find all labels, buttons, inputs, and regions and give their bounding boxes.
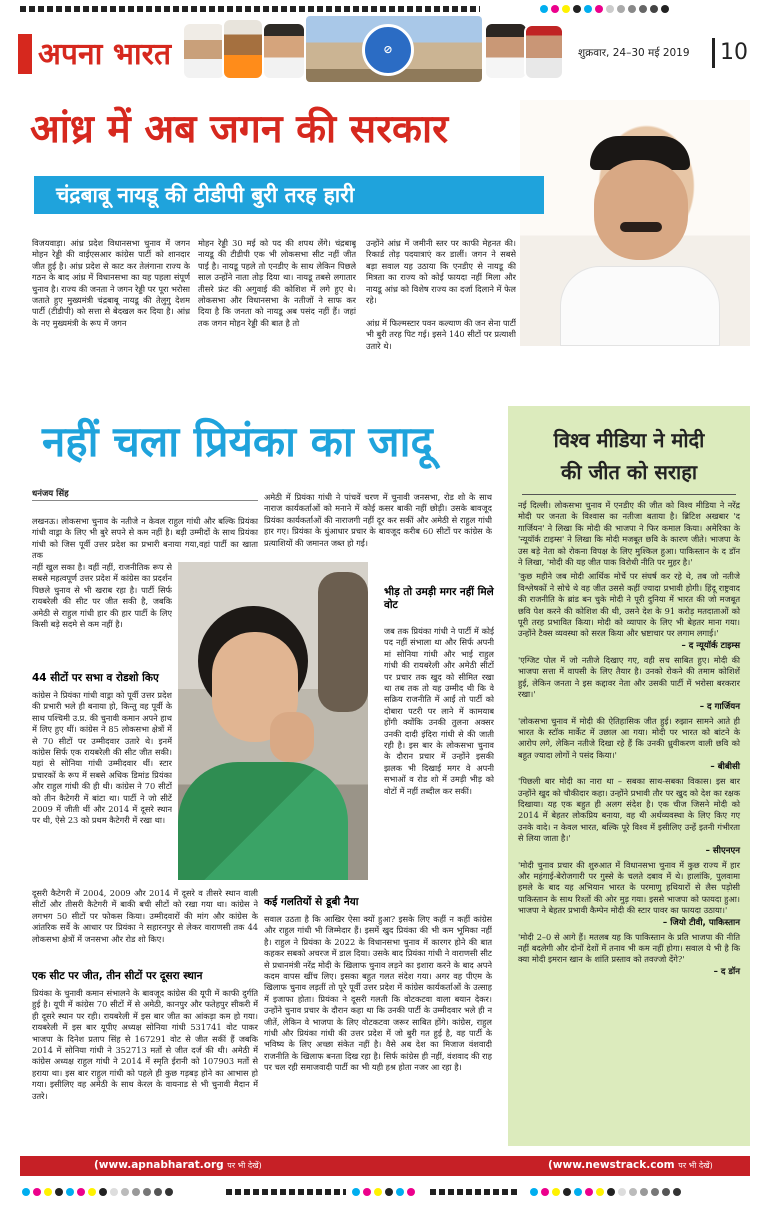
- side-quote-text: 'मोदी 2–0 से आगे हैं। मतलब यह कि पाकिस्तान के प्रति भाजपा की नीति नहीं बदलेगी और दोनों देशों में तनाव भी कम नहीं होगा। सवाल ये भी है कि क्या मोदी इमरान खान के शांति प्रस्ताव को तवज्जो देंगे?': [518, 931, 740, 965]
- top-story-col3-para2: आंध्र में फिल्मस्टार पवन कल्याण की जन सेना पार्टी भी बुरी तरह पिट गई। इसने 140 सीटों पर प्रत्याशी उतारे थे।: [366, 318, 516, 351]
- side-quote-text: 'कुछ महीने जब मोदी आर्थिक मोर्चे पर संघर्ष कर रहे थे, तब जो नतीजे विश्लेषकों ने सोचे थे वह जीत उससे कहीं ज्यादा प्रभावी होगी। हिंदू राष्ट्रवाद की राजनीति के ब्रांड बन चुके मोदी ने पूरी दुनिया में भारत की जो मजबूत छवि पेश करने की कोशिश की थी, उसने देश के 91 करोड़ मतदाताओं को पूरी तरह प्रभावित किया। मोदी को व्यापार के लिए भी बेहतर माना गया। उन्होंने टैक्स व्यवस्था को सरल किया और भ्रष्टाचार पर लगाम लगाई।': [518, 571, 740, 639]
- side-quote-text: 'एग्जिट पोल में जो नतीजे दिखाए गए, वही सच साबित हुए। मोदी की भाजपा सत्ता में वापसी के लिए तैयार है। उनको रोकने की तमाम कोशिशें हुई, लेकिन जनता ने इस कद्दावर नेता और उसकी पार्टी में भरोसा बरकरार रखा।': [518, 654, 740, 700]
- main-col1-narrow: नहीं खुल सका है। वहीं नहीं, राजनीतिक रूप से सबसे महत्वपूर्ण उत्तर प्रदेश में कांग्रेस का प्रदर्शन पिछले चुनाव से भी खराब रहा है। पार्टी सिर्फ रायबरेली की सीट पर जीत सकी है, जबकि अमेठी से राहुल गांधी हार की हार पार्टी के लिए किसी बड़े सदमे से कम नहीं है।: [32, 562, 172, 630]
- registration-bar-bottom: [226, 1189, 346, 1195]
- footer-right-suffix: पर भी देखें): [678, 1161, 713, 1170]
- registration-bar-bottom-2: [430, 1189, 520, 1195]
- side-quote-text: 'लोकसभा चुनाव में मोदी की ऐतिहासिक जीत हुई। रुझान सामने आते ही भारत के स्टॉक मार्केट में उछाल आ गया। मोदी पर भारत को बांटने के आरोप लगे, लेकिन नतीजे दिखा रहे हैं कि उनकी ध्रुवीकरण वाली छवि को बहुत ज्यादा लोगों ने पसंद किया।': [518, 715, 740, 760]
- top-headline: आंध्र में अब जगन की सरकार: [30, 107, 449, 152]
- main-col1-wide: दूसरी कैटेगरी में 2004, 2009 और 2014 में दूसरे व तीसरे स्थान वाली सीटों और तीसरी कैटेगरी में बाकी बची सीटों को रखा गया था। कांग्रेस ने लगभग 50 सीटों पर फोकस किया। उम्मीदवारों की मांग और कांग्रेस के आंतरिक सर्वे के आधार पर प्रियंका ने सहारनपुर से लेकर वाराणसी तक 44 लोकसभा क्षेत्रों में जनसभा और रोड शो किए।: [32, 888, 258, 944]
- politician-photo-4: [484, 22, 528, 80]
- politician-photo-2: [222, 18, 264, 80]
- main-col1-sub1: कांग्रेस ने प्रियंका गांधी वाड्रा को पूर्वी उत्तर प्रदेश की प्रभारी भले ही बनाया हो, किन्तु वह पूर्वी के साथ पश्चिमी उ.प्र. की चुनावी कमान अपने हाथ में लिए हुए थीं। कांग्रेस ने 85 लोकसभा क्षेत्रों में से 70 सीटों पर उम्मीदवार उतारे थे। इनमें कांग्रेस सिर्फ एक रायबरेली की सीट जीत सकी। यहां से सोनिया गांधी उम्मीदवार थीं। स्टार प्रचारकों के रूप में सबसे अधिक डिमांड प्रियंका और राहुल गांधी की ही थी। कांग्रेस ने 70 सीटों को तीन कैटेगरी में बांटा था। पार्टी ने जो सीटें 2009 में जीती थीं और 2014 में दूसरे स्थान पर थी, ऐसे 23 को प्रथम कैटेगरी में रखा था।: [32, 690, 172, 826]
- footer-left-url: (www.apnabharat.org: [94, 1159, 224, 1171]
- side-quote-text: 'मोदी चुनाव प्रचार की शुरुआत में विधानसभा चुनाव में कुछ राज्य में हार और महंगाई-बेरोजगारी पर गुस्से के चलते दबाव में थे। हालांकि, पुलवामा हमले के बाद यह अभियान भारत के परमाणु हथियारों से लैस पड़ोसी पाकिस्तान के साथ रिश्तों की ओर मुड़ गया। इससे भाजपा को फायदा हुआ। भाजपा ने बेहतर प्रभावी कैम्पेन मोदी की स्टार पावर का फायदा उठाया।': [518, 859, 740, 916]
- jagan-photo: [520, 100, 750, 346]
- parliament-graphic: [306, 16, 482, 82]
- jagan-face: [594, 160, 688, 260]
- main-col2-top: अमेठी में प्रियंका गांधी ने पांचवें चरण में चुनावी जनसभा, रोड शो के साथ नाराज कार्यकर्ताओं को मनाने में कोई कसर बाकी नहीं छोड़ी। उसके बावजूद प्रियंका कार्यकर्ताओं की नाराजगी नहीं दूर कर सकीं और अमेठी से राहुल गांधी हार गए। प्रियंका के धुंआधार प्रचार के बावजूद करीब 60 सीटों पर कांग्रेस के प्रत्याशियों की जमानत जब्त हो गई।: [264, 492, 492, 548]
- issue-date: शुक्रवार, 24–30 मई 2019: [578, 47, 690, 59]
- politician-photo-5: [524, 24, 564, 80]
- color-dots-bottom-right: [530, 1188, 681, 1196]
- masthead-red-block: [18, 34, 32, 74]
- jagan-shirt: [560, 266, 720, 346]
- footer-right-url: (www.newstrack.com: [548, 1159, 675, 1171]
- side-headline-rule: [522, 494, 736, 495]
- politician-photo-1: [182, 22, 226, 80]
- top-subheadline: चंद्रबाबू नायडू की टीडीपी बुरी तरह हारी: [56, 183, 355, 207]
- jagan-mustache: [620, 222, 662, 232]
- side-quotes-list: [518, 571, 740, 977]
- side-body: [518, 500, 740, 978]
- side-quote-source: – द गार्जियन: [699, 701, 740, 712]
- top-story-col1: विजयवाड़ा। आंध्र प्रदेश विधानसभा चुनाव में जगन मोहन रेड्डी की वाईएसआर कांग्रेस पार्टी को शानदार जीत हुई है। आंध्र प्रदेश से काट कर तेलंगाना राज्य के गठन के बाद आंध्र में विधानसभा का यह पहला संपूर्ण चुनाव है। राज्य की जनता ने जगन रेड्डी पर पूरा भरोसा जताते हुए मुख्यमंत्री चंद्रबाबू नायडू की तेलुगु देशम पार्टी (टीडीपी) को सत्ता से बेदखल कर दिया है। आंध्र के नए मुख्यमंत्री के रूप में जगन: [32, 238, 190, 328]
- politician-photo-3: [262, 22, 306, 80]
- top-subheadline-bar: [34, 176, 544, 214]
- color-dots-bottom-left: [22, 1188, 173, 1196]
- side-story-box: [508, 406, 750, 1146]
- main-headline: नहीं चला प्रियंका का जादू: [42, 417, 433, 466]
- top-story-col2: मोहन रेड्डी 30 मई को पद की शपथ लेंगे। चंद्रबाबू नायडू की टीडीपी एक भी लोकसभा सीट नहीं जीत पाई है। नायडू पहले तो एनडीए के साथ लेकिन पिछले साल उन्होंने नाता तोड़ दिया था। नायडू तबसे लगातार तीसरे फ्रंट की अगुवाई की कोशिश में लगे हुए थे। लोकसभा और विधानसभा के नतीजों ने साफ कर दिया है कि जनता को नायडू अब पसंद नहीं हैं। जहां तक जगन मोहन रेड्डी की बात है तो: [198, 238, 356, 328]
- priyanka-hand: [270, 712, 314, 762]
- main-col1-sub2: प्रियंका के चुनावी कमान संभालने के बावजूद कांग्रेस की यूपी में काफी दुर्गति हुई है। यूपी में कांग्रेस 70 सीटों में से अमेठी, कानपुर और फतेहपुर सीकरी में ही दूसरे स्थान पर रही। रायबरेली में इस बार जीत का आंकड़ा कम हो गया। रायबरेली में इस बार यूपीए अध्यक्ष सोनिया गांधी 531741 वोट पाकर भाजपा के दिनेश प्रताप सिंह से 167291 वोट से जीत सकीं हैं जबकि 2014 में सोनिया गांधी ने 352713 मतों से जीत दर्ज की थी। अमेठी में कांग्रेस अध्यक्ष राहुल गांधी ने 2014 में स्मृति ईरानी को 107903 मतों से हराया था। इस बार राहुल गांधी को पहले ही कुछ गड़बड़ होने का आभास हो गया। इसीलिए वह अमेठी के साथ केरल के वायनाड से भी चुनावी मैदान में उतरे।: [32, 988, 258, 1101]
- color-dots-bottom-mid: [352, 1188, 415, 1196]
- footer-right-link[interactable]: [548, 1159, 713, 1171]
- side-quote-source: – बीबीसी: [710, 762, 740, 773]
- subhead-44-seats: 44 सीटों पर सभा व रोडशो किए: [32, 672, 159, 684]
- top-story-col3-para1: उन्होंने आंध्र में जमीनी स्तर पर काफी मेहनत की। रिकार्ड तोड़ पदयात्राएं कर डालीं। जगन ने सबसे बड़ा सवाल यह उठाया कि एनडीए से नायडू की मित्रता का राज्य को कोई फायदा नहीं मिला और नायडू आंध्र को विशेष राज्य का दर्जा दिलाने में फेल रहे।: [366, 238, 516, 306]
- side-headline-2: की जीत को सराहा: [560, 460, 698, 484]
- footer-left-link[interactable]: [94, 1159, 262, 1171]
- subhead-mistakes: कई गलतियों से डूबी नैया: [264, 896, 359, 908]
- voting-logo-icon: ⊘: [362, 24, 414, 76]
- background-person: [318, 572, 368, 712]
- priyanka-photo: [178, 562, 368, 880]
- top-story-col3: [366, 238, 516, 352]
- byline: धनंजय सिंह: [32, 489, 69, 499]
- footer-left-suffix: पर भी देखें): [227, 1161, 262, 1170]
- main-col1-top: लखनऊ। लोकसभा चुनाव के नतीजे न केवल राहुल गांधी और बल्कि प्रियंका गांधी वाड्रा के लिए भी बुरे सपने से कम नहीं है। बड़ी उम्मीदों के साथ प्रियंका गांधी को जिस पूर्वी उत्तर प्रदेश का प्रभारी बनाया गया,वहां पार्टी का खाता तक: [32, 516, 258, 561]
- main-col2-sub3: जब तक प्रियंका गांधी ने पार्टी में कोई पद नहीं संभाला था और सिर्फ अपनी मां सोनिया गांधी और भाई राहुल गांधी की रायबरेली और अमेठी सीटों पर प्रचार तक खुद को सीमित रखा था तब तक तो यह उम्मीद थी कि वे सक्रिय राजनीति में आईं तो पार्टी को दोबारा पटरी पर लाने में कामयाब होंगी क्योंकि उनकी तुलना अक्सर उनकी दादी इंदिरा गांधी से की जाती रही है। इस बार के लोकसभा चुनाव के दौरान प्रचार में उन्होंने इसकी झलक भी दिखाई मगर वे अपनी सभाओं व रोड शो में उमड़ी भीड़ को वोटों में नहीं तब्दील कर सकीं।: [384, 626, 494, 796]
- registration-bar: [20, 6, 480, 12]
- priyanka-saree: [178, 762, 348, 880]
- side-quote-text: 'पिछली बार मोदी का नारा था – सबका साथ-सबका विकास। इस बार उन्होंने खुद को चौकीदार कहा। उन्होंने प्रभावी तौर पर खुद को देश का रक्षक दिखाया। यह एक बहुत ही अलग संदेश है। एक चीज जिसने मोदी को 2014 में बेहतर लोकप्रिय बनाया, वह थी अर्थव्यवस्था के लिए किए गए उनके वादे। न केवल भारत, बल्कि पूरे विश्व में इसीलिए उन्हें इतनी गंभीरता से लिया जाता है।': [518, 776, 740, 844]
- page-number: 10: [720, 40, 748, 65]
- page-number-divider: [712, 38, 715, 68]
- subhead-one-seat: एक सीट पर जीत, तीन सीटों पर दूसरा स्थान: [32, 970, 203, 982]
- side-quote-source: – द डॉन: [713, 966, 740, 977]
- side-headline-1: विश्व मीडिया ने मोदी: [553, 428, 705, 452]
- side-intro: नई दिल्ली। लोकसभा चुनाव में एनडीए की जीत को विश्व मीडिया ने नरेंद्र मोदी पर जनता के विश्वास का नतीजा बताया है। ब्रिटिश अखबार 'द गार्जियन' ने लिखा कि मोदी की भाजपा ने फिर कमाल किया। अमेरिका के 'न्यूयॉर्क टाइम्स' ने लिखा कि मोदी मजबूत छवि के कारण जीते। भाजपा के उस बड़े नेता को रोकना विपक्ष के लिए मुश्किल हुआ। पाकिस्तान के द डॉन ने लिखा, 'मोदी की यह जीत पाक विरोधी नीति पर मुहर है।': [518, 500, 740, 568]
- footer-bar: [20, 1156, 750, 1176]
- side-quote-source: – द न्यूयॉर्क टाइम्स: [681, 640, 740, 651]
- subhead-crowds: भीड़ तो उमड़ी मगर नहीं मिले वोट: [384, 586, 494, 611]
- side-quote-source: – जियो टीवी, पाकिस्तान: [662, 917, 740, 928]
- masthead: [0, 0, 768, 90]
- color-dots-top: [540, 5, 669, 13]
- main-col2-sub4: सवाल उठता है कि आखिर ऐसा क्यों हुआ? इसके लिए कहीं न कहीं कांग्रेस और राहुल गांधी भी जिम्मेदार हैं। इसमें खुद प्रियंका की भी कम भूमिका नहीं है। राहुल ने प्रियंका के 2022 के विधानसभा चुनाव में कारगर होने की बात कहकर सबको अचरज में डाल दिया। उसके बाद प्रियंका गांधी ने वाराणसी सीट से प्रधानमंत्री नरेंद्र मोदी के खिलाफ चुनाव लड़ने का इशारा करने के बाद अपने कदम वापस खींच लिए। इसका बहुत गलत संदेश गया। अगर वह पीएम के खिलाफ चुनाव लड़तीं तो पूरे पूर्वी उत्तर प्रदेश में कांग्रेस कार्यकर्ताओं के उत्साह में इजाफा होता। प्रियंका ने दूसरी गलती कि वोटकटवा वाला बयान देकर। उन्होंने चुनाव प्रचार के दौरान कहा था कि उनकी पार्टी के उम्मीदवार भले ही न जीतें, लेकिन वे भाजपा के लिए वोटकटवा जरूर साबित होंगे। कांग्रेस, राहुल गांधी और प्रियंका गांधी की उत्तर प्रदेश में जो बुरी गत हुई है, वह पार्टी के भविष्य के लिए अच्छा संकेत नहीं है। वैसे अब देश का मिजाज वंशवादी राजनीति के खिलाफ बनता दिख रहा है। सिर्फ कांग्रेस ही नहीं, वंशवाद की राह पर चल रही समाजवादी पार्टी का भी यही हश्र होता नजर आ रहा है।: [264, 914, 492, 1073]
- byline-rule: [32, 500, 258, 501]
- side-quote-source: – सीएनएन: [705, 845, 740, 856]
- brand-name: अपना भारत: [38, 37, 172, 72]
